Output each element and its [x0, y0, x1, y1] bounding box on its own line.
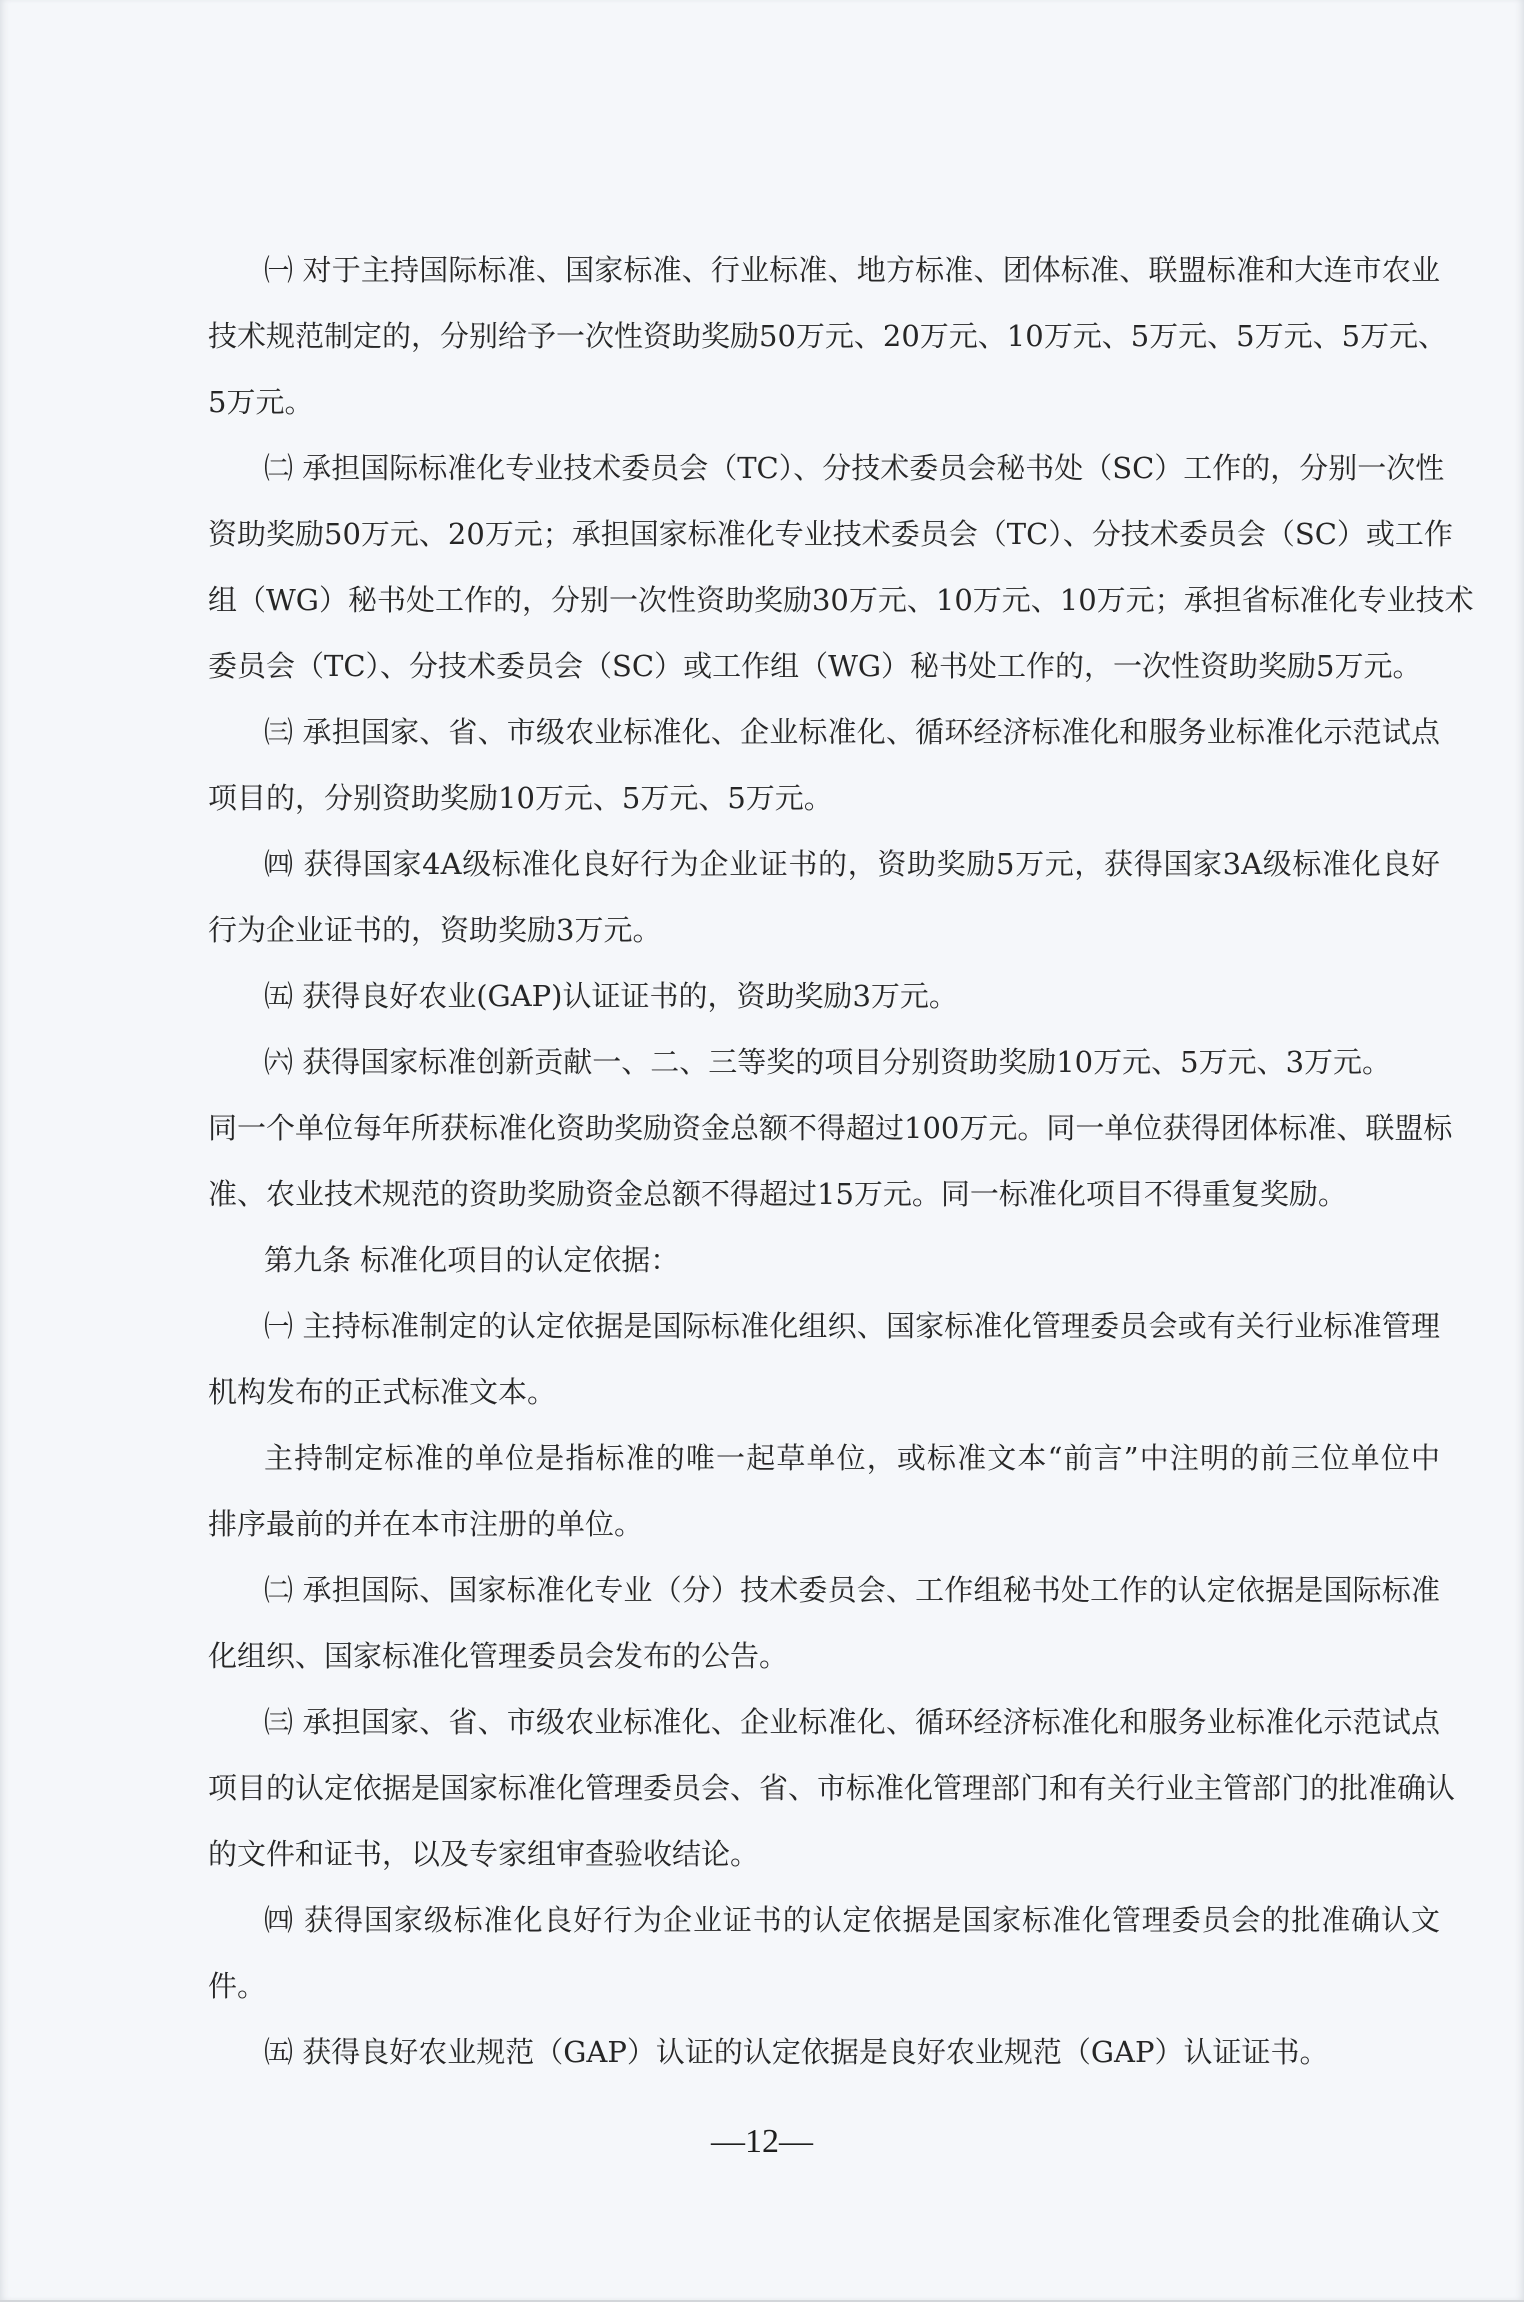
- text-line-item-5: ㈤ 获得良好农业(GAP)认证证书的，资助奖励3万元。: [264, 979, 958, 1013]
- text-line-item-1-1: ㈠ 对于主持国际标准、国家标准、行业标准、地方标准、团体标准、联盟标准和大连市农业: [264, 253, 1440, 287]
- text-line-item-2-3: 组（WG）秘书处工作的，分别一次性资助奖励30万元、10万元、10万元；承担省标准化专业技术: [208, 583, 1474, 617]
- text-line-item-3-1: ㈢ 承担国家、省、市级农业标准化、企业标准化、循环经济标准化和服务业标准化示范试点: [264, 715, 1440, 749]
- text-line-limit-1: 同一个单位每年所获标准化资助奖励资金总额不得超过100万元。同一单位获得团体标准、联盟标: [208, 1111, 1453, 1145]
- text-line-basis-3-2: 项目的认定依据是国家标准化管理委员会、省、市标准化管理部门和有关行业主管部门的批准确认: [208, 1771, 1456, 1805]
- page-number: —12—: [711, 2123, 813, 2160]
- text-line-basis-1-note-2: 排序最前的并在本市注册的单位。: [208, 1507, 644, 1541]
- text-line-basis-4-1: ㈣ 获得国家级标准化良好行为企业证书的认定依据是国家标准化管理委员会的批准确认文: [264, 1903, 1440, 1937]
- text-line-item-2-1: ㈡ 承担国际标准化专业技术委员会（TC）、分技术委员会秘书处（SC）工作的，分别一次性: [264, 451, 1445, 485]
- text-line-item-3-2: 项目的，分别资助奖励10万元、5万元、5万元。: [208, 781, 833, 815]
- text-line-limit-2: 准、农业技术规范的资助奖励资金总额不得超过15万元。同一标准化项目不得重复奖励。: [208, 1177, 1347, 1211]
- text-line-basis-4-2: 件。: [208, 1969, 267, 2003]
- text-line-item-6: ㈥ 获得国家标准创新贡献一、二、三等奖的项目分别资助奖励10万元、5万元、3万元。: [264, 1045, 1392, 1079]
- article-9-heading: 第九条 标准化项目的认定依据：: [264, 1243, 680, 1277]
- text-line-basis-3-1: ㈢ 承担国家、省、市级农业标准化、企业标准化、循环经济标准化和服务业标准化示范试点: [264, 1705, 1440, 1739]
- text-line-item-2-4: 委员会（TC）、分技术委员会（SC）或工作组（WG）秘书处工作的，一次性资助奖励5万元。: [208, 649, 1422, 683]
- text-line-item-4-2: 行为企业证书的，资助奖励3万元。: [208, 913, 662, 947]
- text-line-item-1-2: 技术规范制定的，分别给予一次性资助奖励50万元、20万元、10万元、5万元、5万元、5万元、: [208, 319, 1448, 353]
- text-line-basis-1-1: ㈠ 主持标准制定的认定依据是国际标准化组织、国家标准化管理委员会或有关行业标准管理: [264, 1309, 1440, 1343]
- text-line-item-1-3: 5万元。: [208, 385, 314, 419]
- text-line-basis-5: ㈤ 获得良好农业规范（GAP）认证的认定依据是良好农业规范（GAP）认证证书。: [264, 2035, 1329, 2069]
- text-line-item-4-1: ㈣ 获得国家4A级标准化良好行为企业证书的，资助奖励5万元，获得国家3A级标准化良好: [264, 847, 1440, 881]
- text-line-basis-2-1: ㈡ 承担国际、国家标准化专业（分）技术委员会、工作组秘书处工作的认定依据是国际标准: [264, 1573, 1440, 1607]
- text-line-basis-2-2: 化组织、国家标准化管理委员会发布的公告。: [208, 1639, 789, 1673]
- text-line-item-2-2: 资助奖励50万元、20万元；承担国家标准化专业技术委员会（TC）、分技术委员会（SC）或工作: [208, 517, 1453, 551]
- text-line-basis-3-3: 的文件和证书，以及专家组审查验收结论。: [208, 1837, 760, 1871]
- text-line-basis-1-2: 机构发布的正式标准文本。: [208, 1375, 557, 1409]
- text-line-basis-1-note-1: 主持制定标准的单位是指标准的唯一起草单位，或标准文本“前言”中注明的前三位单位中: [264, 1441, 1440, 1475]
